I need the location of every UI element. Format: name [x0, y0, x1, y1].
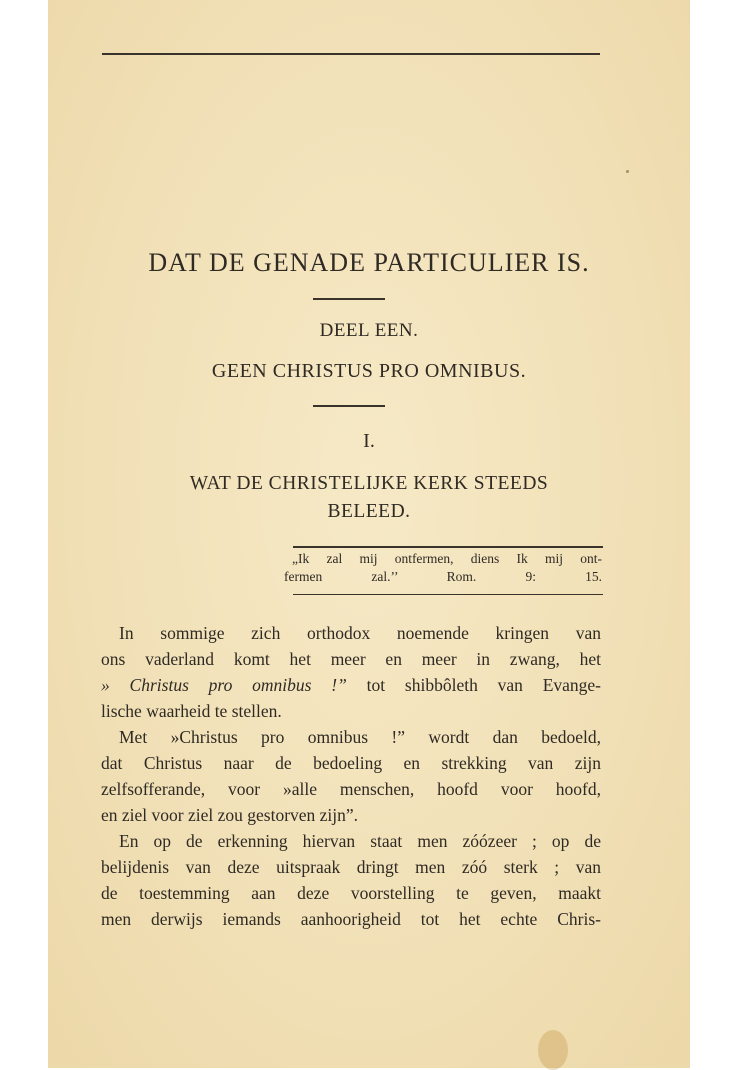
chapter-title — [108, 470, 630, 526]
part-heading: DEEL EEN. — [319, 320, 419, 341]
epigraph-text-end: fermen zal.’’ — [284, 569, 398, 584]
epigraph-bottom-rule — [293, 594, 603, 595]
text-line: Met »Christus pro omnibus !” wordt dan bedoeld, — [119, 727, 601, 747]
text-line: ons vaderland komt het meer en meer in zwang, het — [101, 649, 601, 669]
epigraph-top-rule — [293, 546, 603, 548]
paper-speck — [626, 170, 629, 173]
chapter-title-line-2: BELEED. — [327, 501, 411, 522]
part-subtitle: GEEN CHRISTUS PRO OMNIBUS. — [211, 360, 527, 382]
text-line: dat Christus naar de bedoeling en strekking van zijn — [101, 753, 601, 773]
book-page — [48, 0, 690, 1068]
paragraph-2 — [101, 724, 601, 828]
text-line: In sommige zich orthodox noemende kringen van — [119, 623, 601, 643]
epigraph-line-1: „Ik zal mij ontfermen, diens Ik mij ont- — [292, 551, 602, 566]
text-line: En op de erkenning hiervan staat men zóózeer ; op de — [119, 831, 601, 851]
top-rule — [102, 53, 600, 55]
italic-phrase: » Christus pro omnibus !” — [101, 675, 347, 695]
text-line — [101, 672, 601, 698]
chapter-number: I. — [363, 430, 375, 452]
subtitle-divider — [313, 405, 385, 407]
paper-stain — [538, 1030, 568, 1070]
paragraph-3 — [101, 828, 601, 932]
epigraph — [284, 550, 602, 586]
paragraph-1 — [101, 620, 601, 724]
main-title: DAT DE GENADE PARTICULIER IS. — [148, 248, 590, 277]
text-line: belijdenis van deze uitspraak dringt men zóó sterk ; van — [101, 857, 601, 877]
text-line: zelfsofferande, voor »alle menschen, hoofd voor hoofd, — [101, 779, 601, 799]
chapter-title-line-1: WAT DE CHRISTELIJKE KERK STEEDS — [189, 473, 549, 494]
body-text — [101, 620, 601, 932]
epigraph-reference: Rom. 9: 15. — [446, 569, 603, 584]
epigraph-line-2 — [284, 568, 602, 586]
text-fragment: tot shibbôleth van Evange- — [366, 675, 602, 695]
text-line: lische waarheid te stellen. — [101, 701, 282, 721]
text-line: men derwijs iemands aanhoorigheid tot het echte Chris- — [101, 909, 601, 929]
title-divider — [313, 298, 385, 300]
text-line: en ziel voor ziel zou gestorven zijn”. — [101, 805, 359, 825]
text-line: de toestemming aan deze voorstelling te geven, maakt — [101, 883, 601, 903]
